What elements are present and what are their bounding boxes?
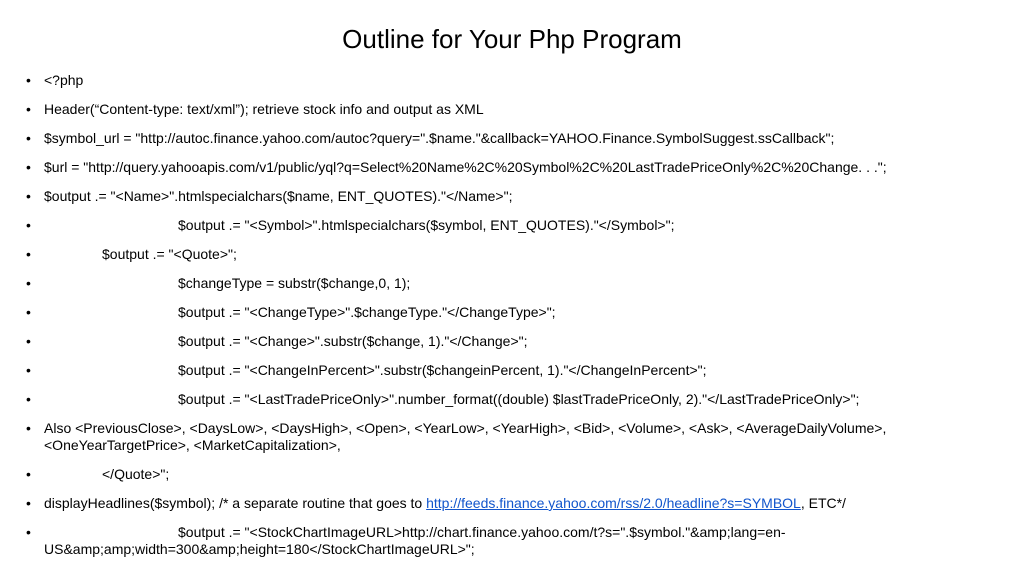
bullet-item-headlines bbox=[26, 495, 996, 512]
slide-title: Outline for Your Php Program bbox=[342, 24, 682, 54]
bullet-item bbox=[26, 275, 996, 292]
bullet-text: Header(“Content-type: text/xml”); retrieve stock info and output as XML bbox=[44, 101, 484, 117]
headline-feed-link[interactable]: http://feeds.finance.yahoo.com/rss/2.0/headline?s=SYMBOL bbox=[426, 495, 801, 511]
bullet-item bbox=[26, 304, 996, 321]
bullet-item bbox=[26, 524, 996, 558]
bullet-text: $output .= "<LastTradePriceOnly>".number_format((double) $lastTradePriceOnly, 2)."</LastTradePriceOnly>"; bbox=[178, 391, 860, 407]
bullet-list bbox=[26, 72, 996, 570]
bullet-item bbox=[26, 130, 996, 147]
bullet-text: $output .= "<Name>".htmlspecialchars($name, ENT_QUOTES)."</Name>"; bbox=[44, 188, 513, 204]
bullet-text: $output .= "<StockChartImageURL>http://chart.finance.yahoo.com/t?s=".$symbol."&amp;lang=en-US&amp;amp;width=300&amp;height=180</StockChartImageURL>"; bbox=[44, 524, 786, 557]
bullet-text: $changeType = substr($change,0, 1); bbox=[178, 275, 411, 291]
bullet-text: $output .= "<Change>".substr($change, 1)."</Change>"; bbox=[178, 333, 528, 349]
bullet-text: $url = "http://query.yahooapis.com/v1/public/yql?q=Select%20Name%2C%20Symbol%2C%20LastTradePriceOnly%2C%20Change. . ."; bbox=[44, 159, 887, 175]
bullet-text: $output .= "<Quote>"; bbox=[102, 246, 237, 262]
bullet-text: $output .= "<ChangeType>".$changeType."</ChangeType>"; bbox=[178, 304, 556, 320]
bullet-item bbox=[26, 246, 996, 263]
bullet-item bbox=[26, 217, 996, 234]
bullet-item bbox=[26, 333, 996, 350]
bullet-text: $output .= "<ChangeInPercent>".substr($changeinPercent, 1)."</ChangeInPercent>"; bbox=[178, 362, 707, 378]
bullet-item bbox=[26, 391, 996, 408]
bullet-item bbox=[26, 72, 996, 89]
headlines-prefix: displayHeadlines($symbol); /* a separate routine that goes to bbox=[44, 495, 427, 511]
bullet-item bbox=[26, 362, 996, 379]
bullet-item bbox=[26, 420, 996, 454]
bullet-text: $symbol_url = "http://autoc.finance.yahoo.com/autoc?query=".$name."&callback=YAHOO.Finance.SymbolSuggest.ssCallback"; bbox=[44, 130, 835, 146]
bullet-text: Also <PreviousClose>, <DaysLow>, <DaysHigh>, <Open>, <YearLow>, <YearHigh>, <Bid>, <Volume>, <Ask>, <AverageDailyVolume>, <OneYearTargetPrice>, <MarketCapitalization>, bbox=[44, 420, 887, 453]
bullet-item bbox=[26, 159, 996, 176]
bullet-text: <?php bbox=[44, 72, 84, 88]
bullet-item bbox=[26, 101, 996, 118]
bullet-text: </Quote>"; bbox=[102, 466, 170, 482]
bullet-item bbox=[26, 466, 996, 483]
bullet-text: $output .= "<Symbol>".htmlspecialchars($symbol, ENT_QUOTES)."</Symbol>"; bbox=[178, 217, 675, 233]
bullet-item bbox=[26, 188, 996, 205]
headlines-suffix: , ETC*/ bbox=[800, 495, 846, 511]
